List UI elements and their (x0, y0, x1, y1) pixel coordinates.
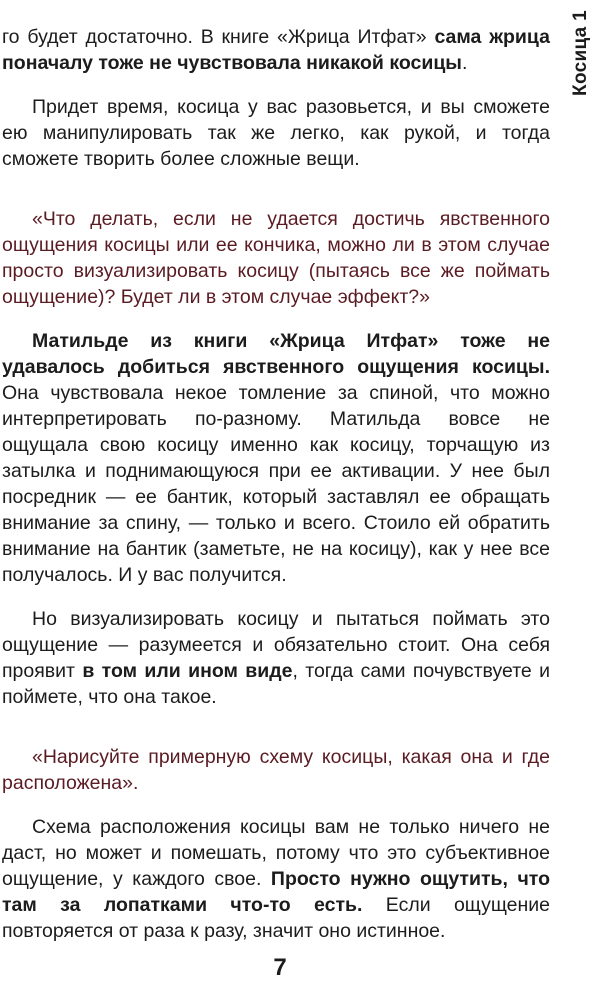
paragraph-5-tail: Если ощущение повторяется от раза к разу, значит оно истинное. (2, 894, 550, 942)
reader-question-1: «Что делать, если не удается достичь явственного ощущения косицы или ее кончика, можно ли в этом случае просто визуализировать косицу (пытаясь все же поймать ощущение)? Будет ли в этом случае эффект?» (2, 208, 550, 308)
paragraph-1-text: го будет достаточно. В книге «Жрица Итфат» (2, 26, 435, 48)
paragraph-4-bold: в том или ином виде (82, 660, 293, 682)
paragraph-2: Придет время, косица у вас разовьется, и вы сможете ею манипулировать так же легко, как рукой, и тогда сможете творить более сложные вещи. (2, 96, 550, 170)
reader-question-2: «Нарисуйте примерную схему косицы, какая она и где расположена». (2, 746, 550, 794)
page-number: 7 (273, 954, 287, 981)
running-title-text: Косица 1 (570, 10, 591, 96)
paragraph-4-tail: , тогда сами почувствуете и поймете, что она такое. (2, 660, 550, 708)
paragraph-1-bold: сама жрица поначалу тоже не чувствовала никакой косицы (2, 26, 550, 74)
paragraph-4 (2, 606, 550, 710)
running-title (566, 10, 596, 120)
paragraph-4-text: Но визуализировать косицу и пытаться поймать это ощущение — разумеется и обязательно стоит. Она себя проявит (2, 608, 550, 682)
paragraph-5-text: Схема расположения косицы вам не только ничего не даст, но может и помешать, потому что это субъективное ощущение, у каждого свое. (2, 816, 550, 890)
paragraph-5 (2, 814, 550, 944)
paragraph-3-text: Она чувствовала некое томление за спиной, что можно интерпретировать по-разному. Матильда вовсе не ощущала свою косицу именно как косицу, торчащую из затылка и поднимающуюся при ее активации. У нее был посредник — ее бантик, который заставлял ее обращать внимание за спину, — только и всего. Стоило ей обратить внимание на бантик (заметьте, не на косицу), как у нее все получалось. И у вас получится. (2, 382, 550, 586)
page-body (2, 24, 550, 962)
paragraph-5-bold: Просто нужно ощутить, что там за лопатками что-то есть. (2, 868, 550, 916)
paragraph-1 (2, 24, 550, 76)
paragraph-3-bold: Матильде из книги «Жрица Итфат» тоже не удавалось добиться явственного ощущения косицы. (2, 330, 550, 378)
paragraph-1-tail: . (461, 52, 468, 74)
paragraph-3 (2, 328, 550, 588)
